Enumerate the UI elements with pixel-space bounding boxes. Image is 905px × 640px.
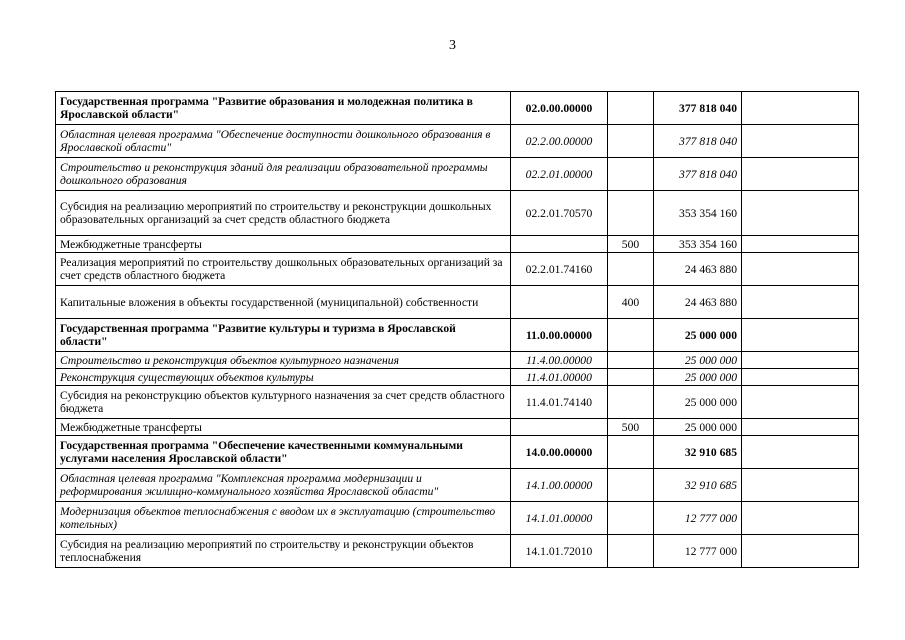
table-row	[56, 236, 859, 253]
amount-cell: 25 000 000	[654, 319, 742, 352]
program-name-cell: Капитальные вложения в объекты государственной (муниципальной) собственности	[56, 286, 511, 319]
table-row	[56, 158, 859, 191]
table-row	[56, 469, 859, 502]
program-name-cell: Строительство и реконструкция зданий для реализации образовательной программы дошкольного образования	[56, 158, 511, 191]
program-name-cell: Модернизация объектов теплоснабжения с вводом их в эксплуатацию (строительство котельных)	[56, 502, 511, 535]
table-row	[56, 369, 859, 386]
program-name-cell: Государственная программа "Развитие культуры и туризма в Ярославской области"	[56, 319, 511, 352]
expense-type-cell: 500	[608, 419, 654, 436]
program-name-cell: Строительство и реконструкция объектов культурного назначения	[56, 352, 511, 369]
target-code-cell	[511, 236, 608, 253]
target-code-cell: 02.2.01.70570	[511, 191, 608, 236]
target-code-cell: 02.0.00.00000	[511, 92, 608, 125]
program-name-cell: Межбюджетные трансферты	[56, 419, 511, 436]
expense-type-cell	[608, 92, 654, 125]
amount-cell: 377 818 040	[654, 125, 742, 158]
target-code-cell: 02.2.01.00000	[511, 158, 608, 191]
target-code-cell	[511, 419, 608, 436]
extra-cell	[742, 92, 859, 125]
table-row	[56, 92, 859, 125]
program-name-cell: Субсидия на реализацию мероприятий по строительству и реконструкции дошкольных образовательных организаций за счет средств областного бюджета	[56, 191, 511, 236]
expense-type-cell: 500	[608, 236, 654, 253]
amount-cell: 377 818 040	[654, 92, 742, 125]
extra-cell	[742, 386, 859, 419]
program-name-cell: Государственная программа "Обеспечение качественными коммунальными услугами населения Ярославской области"	[56, 436, 511, 469]
target-code-cell: 11.0.00.00000	[511, 319, 608, 352]
extra-cell	[742, 352, 859, 369]
target-code-cell: 14.1.00.00000	[511, 469, 608, 502]
table-row	[56, 386, 859, 419]
amount-cell: 25 000 000	[654, 352, 742, 369]
program-name-cell: Субсидия на реконструкцию объектов культурного назначения за счет средств областного бюджета	[56, 386, 511, 419]
page-number: 3	[449, 38, 456, 53]
extra-cell	[742, 436, 859, 469]
target-code-cell: 14.1.01.00000	[511, 502, 608, 535]
table-row	[56, 319, 859, 352]
target-code-cell	[511, 286, 608, 319]
table-row	[56, 286, 859, 319]
amount-cell: 32 910 685	[654, 469, 742, 502]
table-row	[56, 191, 859, 236]
expense-type-cell	[608, 352, 654, 369]
extra-cell	[742, 502, 859, 535]
target-code-cell: 14.1.01.72010	[511, 535, 608, 568]
target-code-cell: 11.4.01.74140	[511, 386, 608, 419]
table-row	[56, 253, 859, 286]
budget-table-body	[56, 92, 859, 568]
extra-cell	[742, 191, 859, 236]
table-row	[56, 125, 859, 158]
amount-cell: 24 463 880	[654, 286, 742, 319]
amount-cell: 12 777 000	[654, 502, 742, 535]
program-name-cell: Реконструкция существующих объектов культуры	[56, 369, 511, 386]
expense-type-cell	[608, 125, 654, 158]
amount-cell: 12 777 000	[654, 535, 742, 568]
program-name-cell: Субсидия на реализацию мероприятий по строительству и реконструкции объектов теплоснабжения	[56, 535, 511, 568]
target-code-cell: 11.4.01.00000	[511, 369, 608, 386]
expense-type-cell	[608, 253, 654, 286]
amount-cell: 353 354 160	[654, 236, 742, 253]
target-code-cell: 02.2.00.00000	[511, 125, 608, 158]
table-row	[56, 535, 859, 568]
extra-cell	[742, 319, 859, 352]
table-row	[56, 502, 859, 535]
table-row	[56, 352, 859, 369]
expense-type-cell	[608, 369, 654, 386]
extra-cell	[742, 236, 859, 253]
expense-type-cell	[608, 436, 654, 469]
program-name-cell: Областная целевая программа "Комплексная программа модернизации и реформирования жилищно-коммунального хозяйства Ярославской области"	[56, 469, 511, 502]
program-name-cell: Государственная программа "Развитие образования и молодежная политика в Ярославской области"	[56, 92, 511, 125]
table-row	[56, 419, 859, 436]
extra-cell	[742, 125, 859, 158]
expense-type-cell	[608, 502, 654, 535]
program-name-cell: Областная целевая программа "Обеспечение доступности дошкольного образования в Ярославской области"	[56, 125, 511, 158]
extra-cell	[742, 286, 859, 319]
extra-cell	[742, 253, 859, 286]
expense-type-cell	[608, 535, 654, 568]
amount-cell: 25 000 000	[654, 386, 742, 419]
expense-type-cell	[608, 319, 654, 352]
program-name-cell: Межбюджетные трансферты	[56, 236, 511, 253]
amount-cell: 353 354 160	[654, 191, 742, 236]
table-row	[56, 436, 859, 469]
extra-cell	[742, 535, 859, 568]
expense-type-cell	[608, 469, 654, 502]
extra-cell	[742, 469, 859, 502]
expense-type-cell	[608, 386, 654, 419]
extra-cell	[742, 369, 859, 386]
extra-cell	[742, 419, 859, 436]
budget-table	[55, 91, 859, 568]
amount-cell: 25 000 000	[654, 369, 742, 386]
expense-type-cell	[608, 158, 654, 191]
extra-cell	[742, 158, 859, 191]
amount-cell: 25 000 000	[654, 419, 742, 436]
target-code-cell: 02.2.01.74160	[511, 253, 608, 286]
program-name-cell: Реализация мероприятий по строительству дошкольных образовательных организаций за счет средств областного бюджета	[56, 253, 511, 286]
amount-cell: 377 818 040	[654, 158, 742, 191]
expense-type-cell	[608, 191, 654, 236]
expense-type-cell: 400	[608, 286, 654, 319]
amount-cell: 24 463 880	[654, 253, 742, 286]
amount-cell: 32 910 685	[654, 436, 742, 469]
target-code-cell: 11.4.00.00000	[511, 352, 608, 369]
target-code-cell: 14.0.00.00000	[511, 436, 608, 469]
